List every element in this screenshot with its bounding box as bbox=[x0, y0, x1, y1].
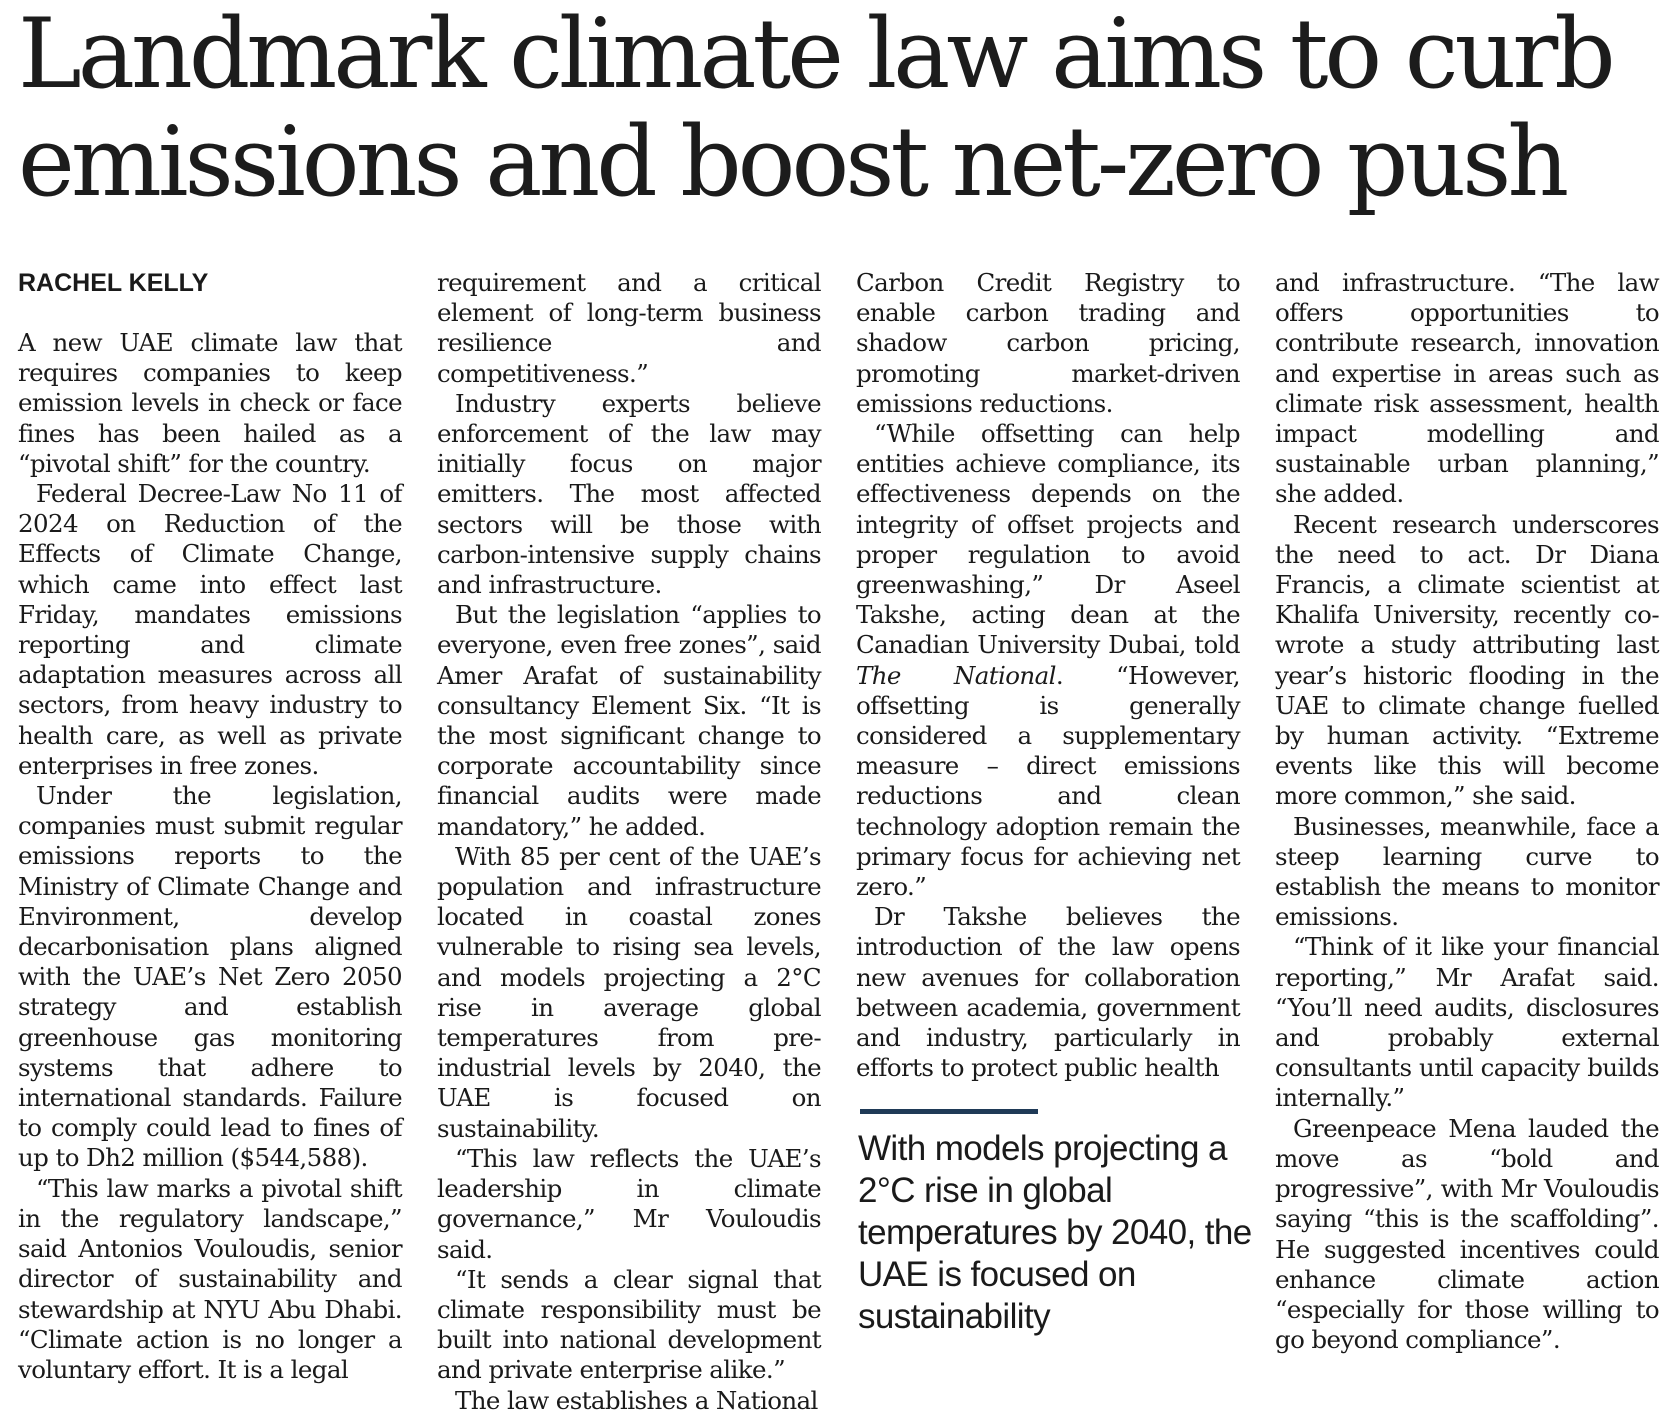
pullquote: With models projecting a 2°C rise in global temperatures by 2040, the UAE is focused on sustainability bbox=[858, 1129, 1252, 1336]
pullquote-rule bbox=[860, 1109, 1038, 1114]
column-3 bbox=[856, 268, 1240, 1083]
paragraph-continued: and infrastructure. “The law offers opportunities to contribute research, innovation and expertise in areas such as climate risk assessment, health impact modelling and sustainable urban planning,” she added. bbox=[1275, 268, 1659, 509]
paragraph: Under the legislation, companies must submit regular emissions reports to the Ministry of Climate Change and Environment, develop decarbonisation plans aligned with the UAE’s Net Zero 2050 strategy and establish greenhouse gas monitoring systems that adhere to international standards. Failure to comply could lead to fines of up to Dh2 million ($544,588). bbox=[18, 781, 402, 1173]
paragraph-text: “While offsetting can help entities achieve compliance, its effectiveness depends on the integrity of offset projects and proper regulation to avoid greenwashing,” Dr Aseel Takshe, acting dean at the Canadian University Dubai, told bbox=[856, 419, 1240, 660]
paragraph: But the legislation “applies to everyone, even free zones”, said Amer Arafat of sustainability consultancy Element Six. “It is the most significant change to corporate accountability since financial audits were made mandatory,” he added. bbox=[437, 600, 821, 841]
paragraph-continued: Carbon Credit Registry to enable carbon trading and shadow carbon pricing, promoting market-driven emissions reductions. bbox=[856, 268, 1240, 418]
paragraph: Federal Decree-Law No 11 of 2024 on Reduction of the Effects of Climate Change, which came into effect last Friday, mandates emissions reporting and climate adaptation measures across all sectors, from heavy industry to health care, as well as private enterprises in free zones. bbox=[18, 479, 402, 780]
paragraph: Businesses, meanwhile, face a steep learning curve to establish the means to monitor emissions. bbox=[1275, 811, 1659, 932]
paragraph: Greenpeace Mena lauded the move as “bold and progressive”, with Mr Vouloudis saying “this is the scaffolding”. He suggested incentives could enhance climate action “especially for those willing to go beyond compliance”. bbox=[1275, 1113, 1659, 1355]
paragraph: “Think of it like your financial reporting,” Mr Arafat said. “You’ll need audits, disclosures and probably external consultants until capacity builds internally.” bbox=[1275, 932, 1659, 1113]
paragraph bbox=[856, 419, 1240, 902]
paragraph: Industry experts believe enforcement of the law may initially focus on major emitters. The most affected sectors will be those with carbon-intensive supply chains and infrastructure. bbox=[437, 388, 821, 600]
publication-name: The National bbox=[856, 660, 1056, 690]
headline-line-1: Landmark climate law aims to curb bbox=[18, 0, 1612, 110]
paragraph: With 85 per cent of the UAE’s population and infrastructure located in coastal zones vulnerable to rising sea levels, and models projecting a 2°C rise in average global temperatures from pre-industrial levels by 2040, the UAE is focused on sustainability. bbox=[437, 841, 821, 1143]
paragraph-continued: requirement and a critical element of long-term business resilience and competitiveness.” bbox=[437, 268, 821, 388]
headline-line-2: emissions and boost net-zero push bbox=[18, 106, 1566, 218]
paragraph: Dr Takshe believes the introduction of the law opens new avenues for collaboration between academia, government and industry, particularly in efforts to protect public health bbox=[856, 902, 1240, 1083]
paragraph: “This law marks a pivotal shift in the regulatory landscape,” said Antonios Vouloudis, senior director of sustainability and stewardship at NYU Abu Dhabi. “Climate action is no longer a voluntary effort. It is a legal bbox=[18, 1173, 402, 1384]
paragraph-text: . “However, offsetting is generally considered a supplementary measure – direct emissions reductions and clean technology adoption remain the primary focus for achieving net zero.” bbox=[856, 660, 1240, 902]
paragraph: “It sends a clear signal that climate responsibility must be built into national development and private enterprise alike.” bbox=[437, 1264, 821, 1385]
headline bbox=[18, 0, 1658, 216]
column-4 bbox=[1275, 268, 1659, 1355]
paragraph: A new UAE climate law that requires companies to keep emission levels in check or face fines has been hailed as a “pivotal shift” for the country. bbox=[18, 328, 402, 478]
byline: RACHEL KELLY bbox=[18, 269, 209, 297]
paragraph: The law establishes a National bbox=[455, 1385, 818, 1415]
column-2 bbox=[437, 268, 821, 1416]
paragraph: Recent research underscores the need to act. Dr Diana Francis, a climate scientist at Khalifa University, recently co-wrote a study attributing last year’s historic flooding in the UAE to climate change fuelled by human activity. “Extreme events like this will become more common,” she said. bbox=[1275, 509, 1659, 811]
paragraph: “This law reflects the UAE’s leadership in climate governance,” Mr Vouloudis said. bbox=[437, 1143, 821, 1264]
column-1 bbox=[18, 268, 402, 1385]
